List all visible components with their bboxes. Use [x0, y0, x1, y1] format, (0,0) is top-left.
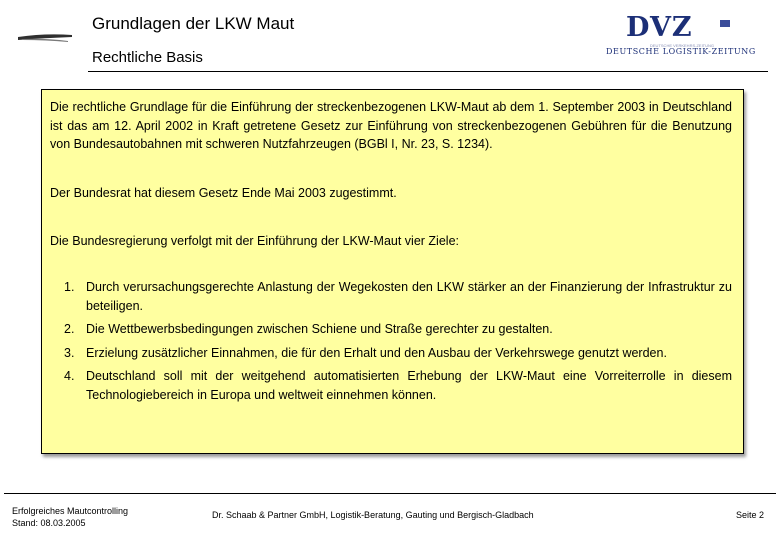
- list-item: [64, 367, 732, 404]
- logo-subtitle: DEUTSCHE LOGISTIK-ZEITUNG: [606, 47, 756, 56]
- list-item-number: 4.: [64, 369, 75, 383]
- footer-date: Stand: 08.03.2005: [12, 518, 86, 528]
- logo-tagline: DEUTSCHE VERKEHRS-ZEITUNG: [650, 43, 715, 48]
- footer-project: Erfolgreiches Mautcontrolling: [12, 506, 129, 516]
- list-item-text: Durch verursachungsgerechte Anlastung der Wegekosten den LKW stärker an der Finanzierung der Infrastruktur zu beteiligen.: [86, 280, 732, 313]
- paragraph-bundesrat: Der Bundesrat hat diesem Gesetz Ende Mai 2003 zugestimmt.: [50, 186, 397, 200]
- page-number: Seite 2: [736, 510, 765, 520]
- goals-list: [64, 278, 732, 409]
- content-box: [41, 89, 744, 454]
- list-item-number: 2.: [64, 322, 75, 336]
- logo-wordmark: DVZ: [626, 12, 693, 43]
- footer-info: [12, 505, 128, 529]
- list-item: [64, 320, 732, 339]
- header-divider: [88, 71, 768, 72]
- footer-divider: [4, 493, 776, 494]
- paragraph-legal-basis: Die rechtliche Grundlage für die Einführung der streckenbezogenen LKW-Maut ab dem 1. September 2003 in Deutschland ist das am 12. April 2002 in Kraft getretene Gesetz zur Einführung von streckenbezogenen Gebühren für die Benutzung von Bundesautobahnen mit schweren Nutzfahrzeugen (BGBl I, Nr. 23, S. 1234).: [50, 100, 732, 151]
- list-item-number: 1.: [64, 280, 75, 294]
- list-item-text: Erzielung zusätzlicher Einnahmen, die für den Erhalt und den Ausbau der Verkehrswege genutzt werden.: [86, 345, 667, 360]
- dvz-logo: [604, 14, 754, 58]
- list-item: [64, 278, 732, 315]
- list-item-text: Die Wettbewerbsbedingungen zwischen Schiene und Straße gerechter zu gestalten.: [86, 322, 553, 336]
- footer-company: Dr. Schaab & Partner GmbH, Logistik-Beratung, Gauting und Bergisch-Gladbach: [212, 510, 534, 520]
- list-item: [64, 344, 732, 363]
- slide-title: Grundlagen der LKW Maut: [92, 14, 295, 33]
- list-item-text: Deutschland soll mit der weitgehend automatisierten Erhebung der LKW-Maut eine Vorreiterrolle in diesem Technologiebereich in Europa und weltweit einnehmen können.: [86, 369, 732, 402]
- swoosh-logo-icon: [18, 32, 72, 44]
- paragraph-goals-intro: Die Bundesregierung verfolgt mit der Einführung der LKW-Maut vier Ziele:: [50, 234, 459, 248]
- slide-subtitle: Rechtliche Basis: [92, 49, 203, 66]
- eu-flag-icon: [720, 20, 730, 27]
- list-item-number: 3.: [64, 345, 75, 360]
